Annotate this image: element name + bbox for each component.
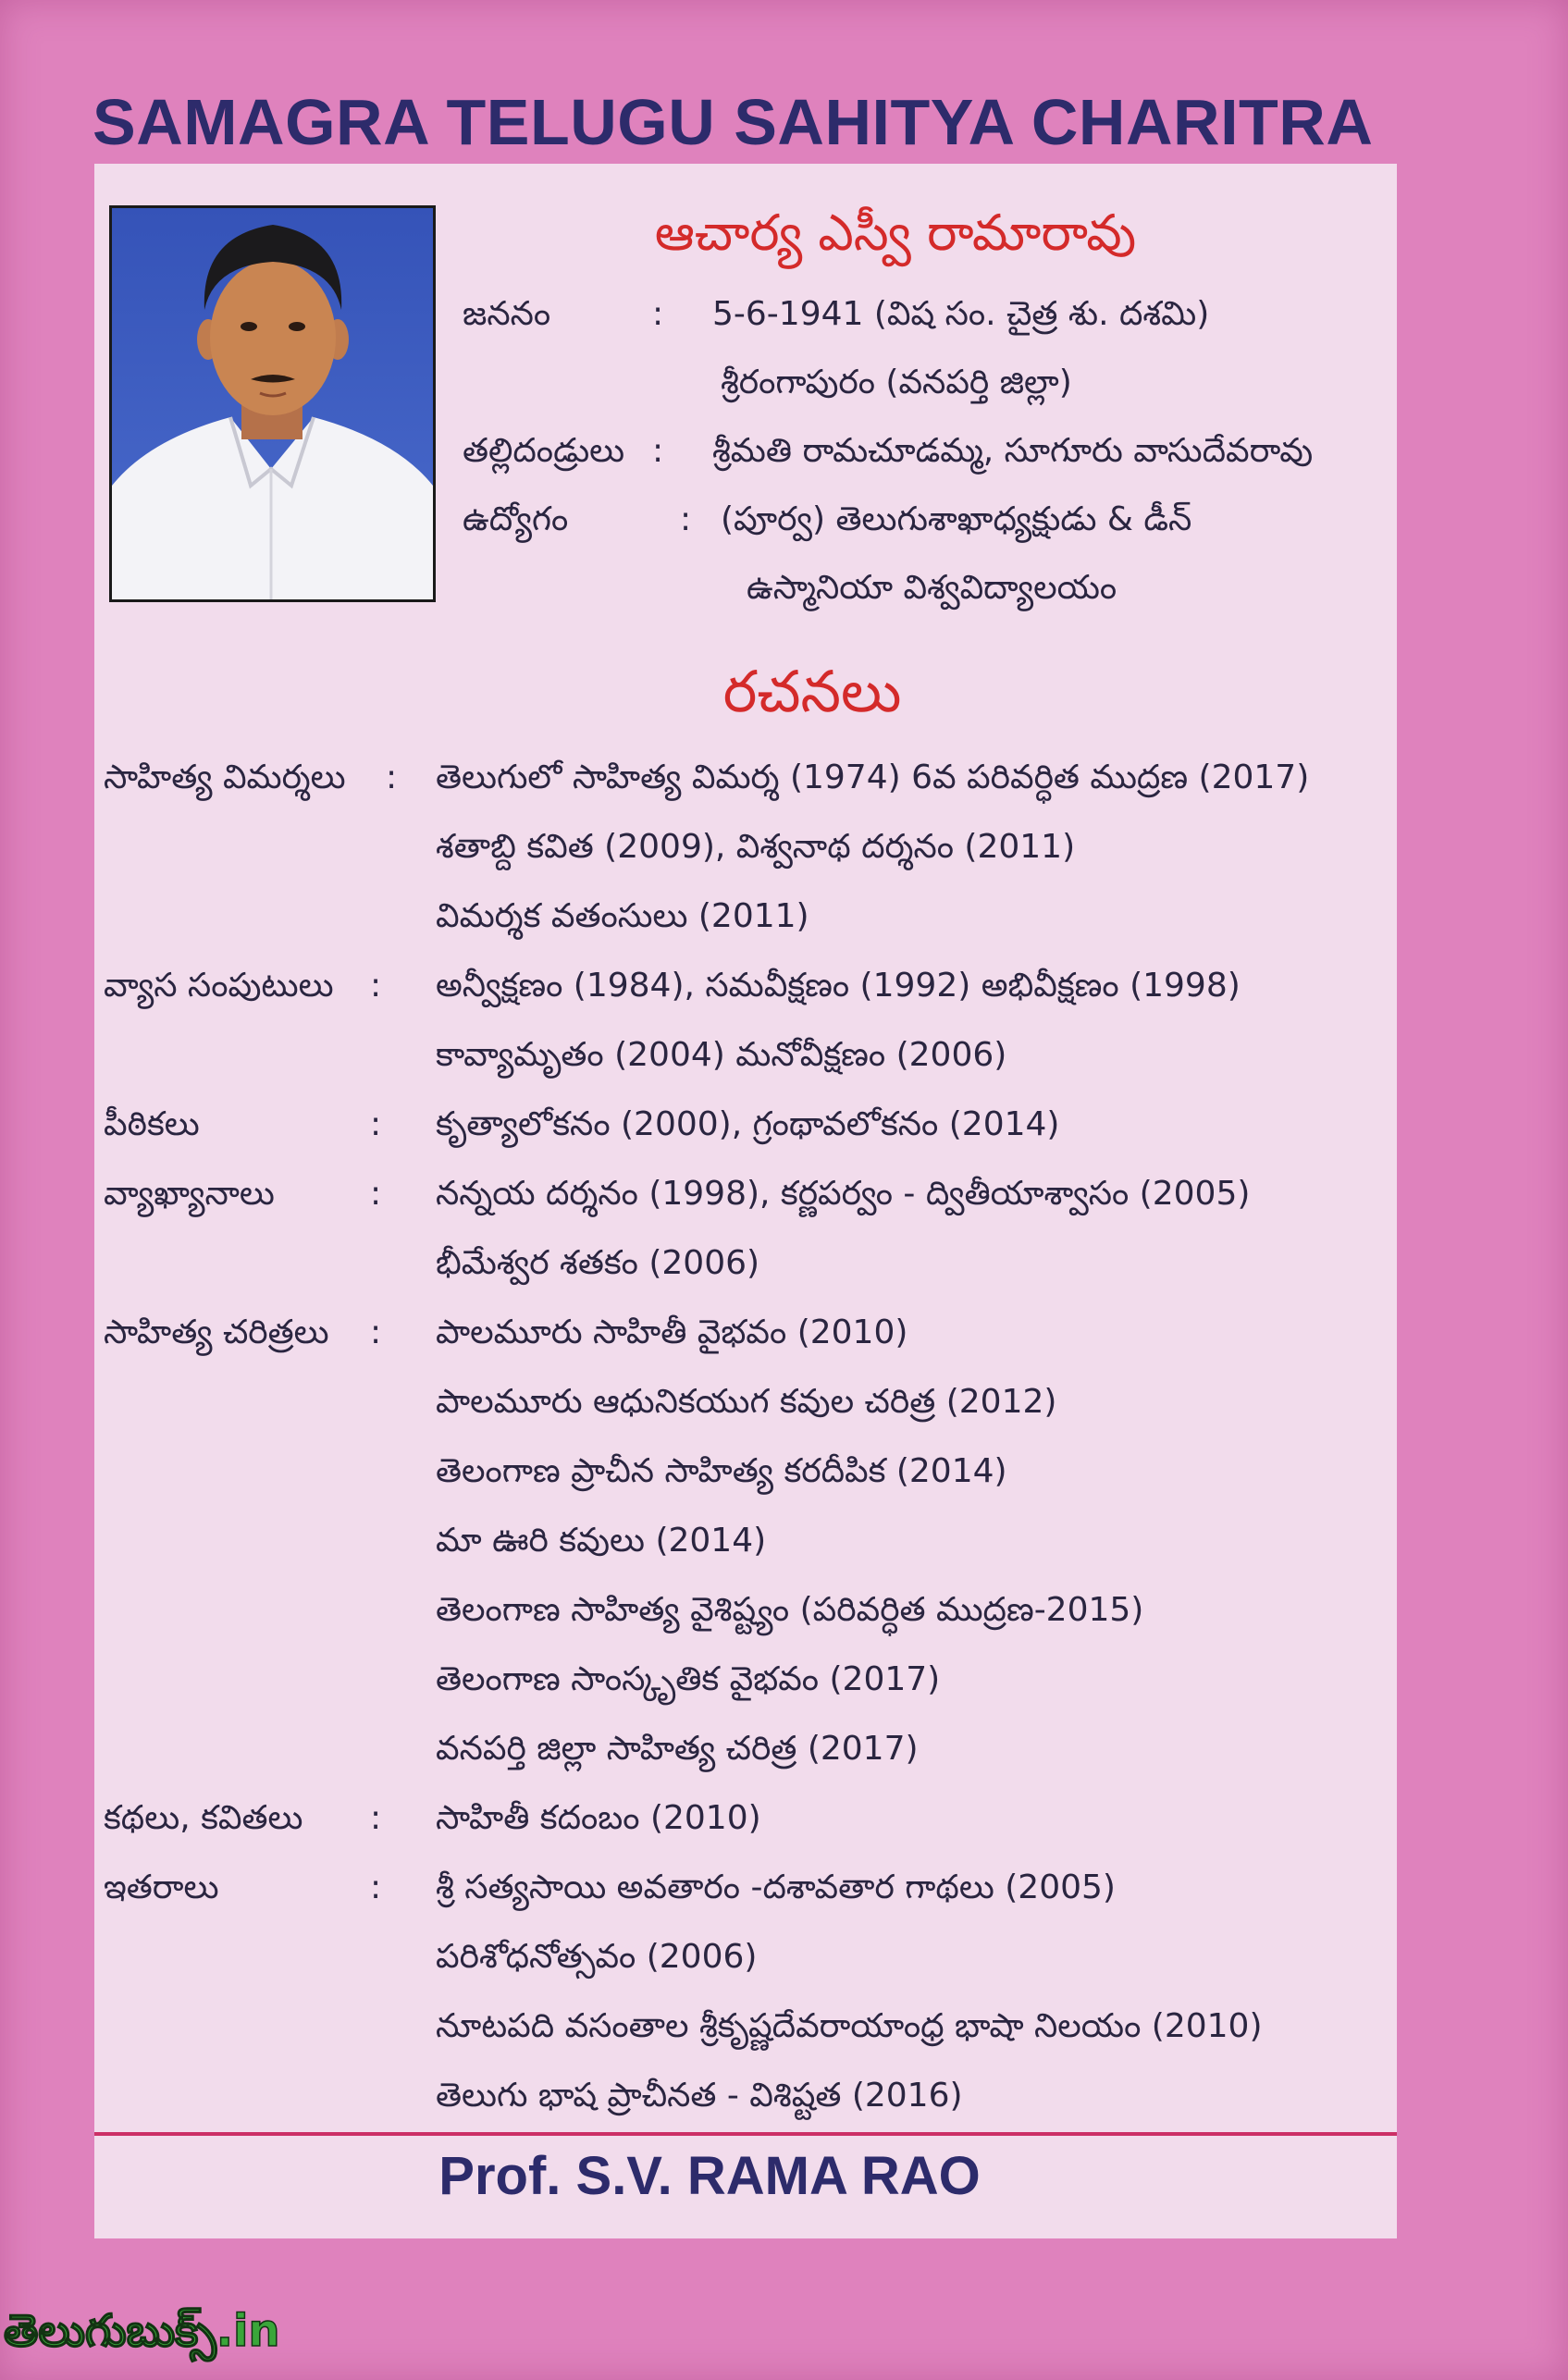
works-row [104, 1853, 1392, 1922]
works-category-label: ఇతరాలు [104, 1868, 219, 1906]
detail-label: జననం [463, 295, 551, 333]
works-row [104, 1783, 1392, 1853]
works-item: అన్వీక్షణం (1984), సమవీక్షణం (1992) అభివీక్షణం (1998) [436, 967, 1241, 1005]
works-item: నూటపది వసంతాల శ్రీకృష్ణదేవరాయాంధ్ర భాషా నిలయం (2010) [436, 2007, 1263, 2045]
site-watermark: తెలుగుబుక్స్.in [4, 2305, 280, 2357]
works-separator: : [370, 967, 382, 1005]
works-separator: : [370, 1313, 382, 1351]
works-row [104, 1298, 1392, 1367]
author-name-telugu: ఆచార్య ఎస్వీ రామారావు [654, 203, 1137, 262]
works-item: తెలంగాణ సాంస్కృతిక వైభవం (2017) [436, 1660, 941, 1698]
works-item: సాహితీ కదంబం (2010) [436, 1799, 761, 1837]
works-category-label: కథలు, కవితలు [104, 1799, 303, 1837]
works-item: పరిశోధనోత్సవం (2006) [436, 1938, 758, 1976]
detail-value: శ్రీరంగాపురం (వనపర్తి జిల్లా) [721, 364, 1072, 401]
detail-row-parents [463, 417, 1392, 486]
works-item: కృత్యాలోకనం (2000), గ్రంథావలోకనం (2014) [436, 1105, 1060, 1143]
works-item: కావ్యామృతం (2004) మనోవీక్షణం (2006) [436, 1036, 1007, 1074]
works-separator: : [370, 1799, 382, 1837]
footer-divider [94, 2132, 1397, 2136]
works-category-label: వ్యాస సంపుటులు [104, 967, 334, 1005]
detail-value: ఉస్మానియా విశ్వవిద్యాలయం [747, 569, 1117, 607]
works-row [104, 1020, 1392, 1090]
works-row [104, 951, 1392, 1020]
works-row [104, 1367, 1392, 1437]
works-row [104, 882, 1392, 951]
works-separator: : [386, 758, 398, 796]
works-row [104, 2061, 1392, 2130]
detail-separator: : [652, 432, 664, 470]
works-row [104, 812, 1392, 882]
works-category-label: వ్యాఖ్యానాలు [104, 1175, 275, 1213]
author-name-english-text: Prof. S.V. RAMA RAO [438, 2146, 981, 2206]
works-row [104, 1922, 1392, 1992]
works-list [104, 743, 1392, 2130]
works-separator: : [370, 1175, 382, 1213]
works-item: పాలమూరు సాహితీ వైభవం (2010) [436, 1313, 908, 1351]
detail-value: 5-6-1941 (విష సం. చైత్ర శు. దశమి) [712, 295, 1210, 333]
works-category-label: సాహిత్య విమర్శలు [104, 758, 346, 796]
works-item: విమర్శక వతంసులు (2011) [436, 897, 809, 935]
works-row [104, 1992, 1392, 2061]
works-row [104, 743, 1392, 812]
works-row [104, 1090, 1392, 1159]
author-name-english [94, 2144, 1473, 2209]
detail-row-birthplace [463, 349, 1392, 417]
works-item: భీమేశ్వర శతకం (2006) [436, 1244, 760, 1282]
detail-value: (పూర్వ) తెలుగుశాఖాధ్యక్షుడు & డీన్ [721, 500, 1192, 538]
works-row [104, 1714, 1392, 1783]
detail-separator: : [680, 500, 692, 538]
works-item: తెలుగు భాష ప్రాచీనత - విశిష్టత (2016) [436, 2077, 963, 2115]
works-category-label: పీఠికలు [104, 1105, 200, 1143]
detail-label: ఉద్యోగం [463, 500, 569, 538]
works-row [104, 1228, 1392, 1298]
works-category-label: సాహిత్య చరిత్రలు [104, 1313, 329, 1351]
works-item: పాలమూరు ఆధునికయుగ కవుల చరిత్ర (2012) [436, 1383, 1057, 1421]
works-row [104, 1575, 1392, 1645]
author-photo [109, 205, 436, 602]
book-title: SAMAGRA TELUGU SAHITYA CHARITRA [93, 86, 1374, 158]
author-details [463, 280, 1392, 623]
works-item: తెలుగులో సాహిత్య విమర్శ (1974) 6వ పరివర్ధిత ముద్రణ (2017) [436, 758, 1310, 796]
works-separator: : [370, 1868, 382, 1906]
works-item: శతాబ్ది కవిత (2009), విశ్వనాథ దర్శనం (2011) [436, 828, 1076, 866]
detail-row-institution [463, 554, 1392, 623]
works-heading: రచనలు [722, 658, 902, 725]
detail-row-occupation [463, 486, 1392, 554]
detail-separator: : [652, 295, 664, 333]
works-item: నన్నయ దర్శనం (1998), కర్ణపర్వం - ద్వితీయాశ్వాసం (2005) [436, 1175, 1251, 1213]
detail-label: తల్లిదండ్రులు [463, 432, 625, 470]
works-item: మా ఊరి కవులు (2014) [436, 1522, 767, 1560]
works-item: వనపర్తి జిల్లా సాహిత్య చరిత్ర (2017) [436, 1730, 919, 1768]
detail-row-birth [463, 280, 1392, 349]
works-row [104, 1437, 1392, 1506]
works-row [104, 1159, 1392, 1228]
author-portrait-photo [112, 208, 433, 599]
works-item: తెలంగాణ ప్రాచీన సాహిత్య కరదీపిక (2014) [436, 1452, 1007, 1490]
works-item: శ్రీ సత్యసాయి అవతారం -దశావతార గాథలు (2005) [436, 1868, 1116, 1906]
works-separator: : [370, 1105, 382, 1143]
works-row [104, 1645, 1392, 1714]
works-item: తెలంగాణ సాహిత్య వైశిష్ట్యం (పరివర్ధిత ముద్రణ-2015) [436, 1591, 1144, 1629]
works-row [104, 1506, 1392, 1575]
detail-value: శ్రీమతి రామచూడమ్మ, సూగూరు వాసుదేవరావు [712, 432, 1314, 470]
